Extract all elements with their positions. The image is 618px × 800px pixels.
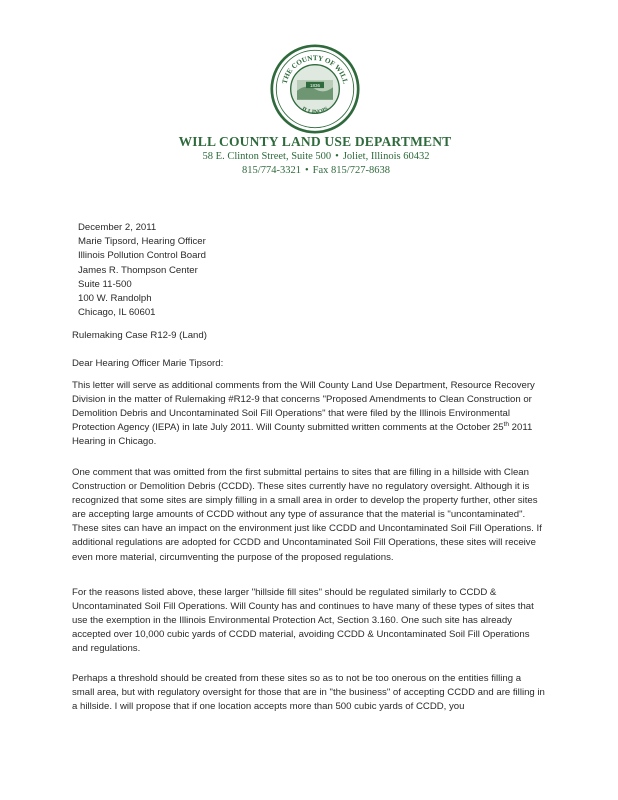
letterhead	[0, 134, 618, 178]
body-paragraph-3: For the reasons listed above, these larger "hillside fill sites" should be regulated similarly to CCDD & Uncontaminated Soil Fill Operations. Will County has and continues to have many of these types of sites that use the exemption in the Illinois Environmental Protection Act, Section 3.160. One such site has already accepted over 10,000 cubic yards of CCDD material, avoiding CCDD & Uncontaminated Soil Fill Operations and regulations.	[72, 587, 534, 655]
recipient-line: Marie Tipsord, Hearing Officer	[78, 236, 206, 248]
recipient-line: Chicago, IL 60601	[78, 307, 156, 319]
county-seal-icon	[270, 44, 360, 134]
recipient-line: Illinois Pollution Control Board	[78, 250, 206, 262]
body-paragraph-4: Perhaps a threshold should be created from these sites so as to not be too onerous on the entities filling a small area, but with regulatory oversight for those that are in "the business" of accepting CCDD and are filling in a hillside. I will propose that if one location accepts more than 500 cubic yards of CCDD, you	[72, 673, 545, 713]
recipient-line: Suite 11-500	[78, 278, 132, 290]
department-name: WILL COUNTY LAND USE DEPARTMENT	[178, 134, 452, 149]
body-paragraph-2: One comment that was omitted from the first submittal pertains to sites that are filling in a hillside with Clean Construction or Demolition Debris (CCDD). These sites currently have no regulatory oversight. Although it is recognized that some sites are simply filling in a small area in order to develop the property further, other sites are accepting large amounts of CCDD without any type of assurance that the material is "uncontaminated". These sites can have an impact on the environment just like CCDD and Uncontaminated Soil Fill Operations. If additional regulations are adopted for CCDD and Uncontaminated Soil Fill Operations, these sites will receive even more material, circumventing the purpose of the proposed regulations.	[72, 467, 542, 563]
seal-text-top: THE COUNTY OF WILL	[280, 54, 350, 85]
recipient-line: 100 W. Randolph	[78, 292, 152, 304]
seal-year: 1836	[309, 82, 321, 88]
p1-text-a: This letter will serve as additional comments from the Will County Land Use Department, Resource Recovery Division in the matter of Rulemaking #R12-9 that concerns "Proposed Amendments to Clean Construction or Demolition Debris and Uncontaminated Soil Fill Operations" that were filed by the Illinois Environmental Protection Agency (IEPA) in late July 2011. Will County submitted written comments at the October 25	[72, 380, 535, 434]
fax-number: Fax 815/727-8638	[312, 165, 390, 176]
department-address	[14, 150, 618, 164]
contact-separator: •	[304, 165, 309, 176]
p1-text-b: 2011 Hearing in Chicago.	[72, 422, 533, 448]
salutation: Dear Hearing Officer Marie Tipsord:	[72, 358, 224, 369]
body-paragraph-1	[72, 379, 546, 449]
city-address: Joliet, Illinois 60432	[342, 151, 430, 162]
street-address: 58 E. Clinton Street, Suite 500	[202, 151, 332, 162]
seal-text-bottom: ILLINOIS	[300, 105, 330, 117]
recipient-line: James R. Thompson Center	[78, 264, 198, 276]
recipient-block	[78, 221, 552, 320]
letter-date: December 2, 2011	[78, 222, 157, 233]
p1-superscript: th	[503, 421, 509, 429]
department-contact	[14, 164, 618, 178]
address-separator: •	[335, 151, 339, 162]
phone-number: 815/774-3321	[242, 165, 301, 176]
subject-line: Rulemaking Case R12-9 (Land)	[72, 330, 207, 341]
